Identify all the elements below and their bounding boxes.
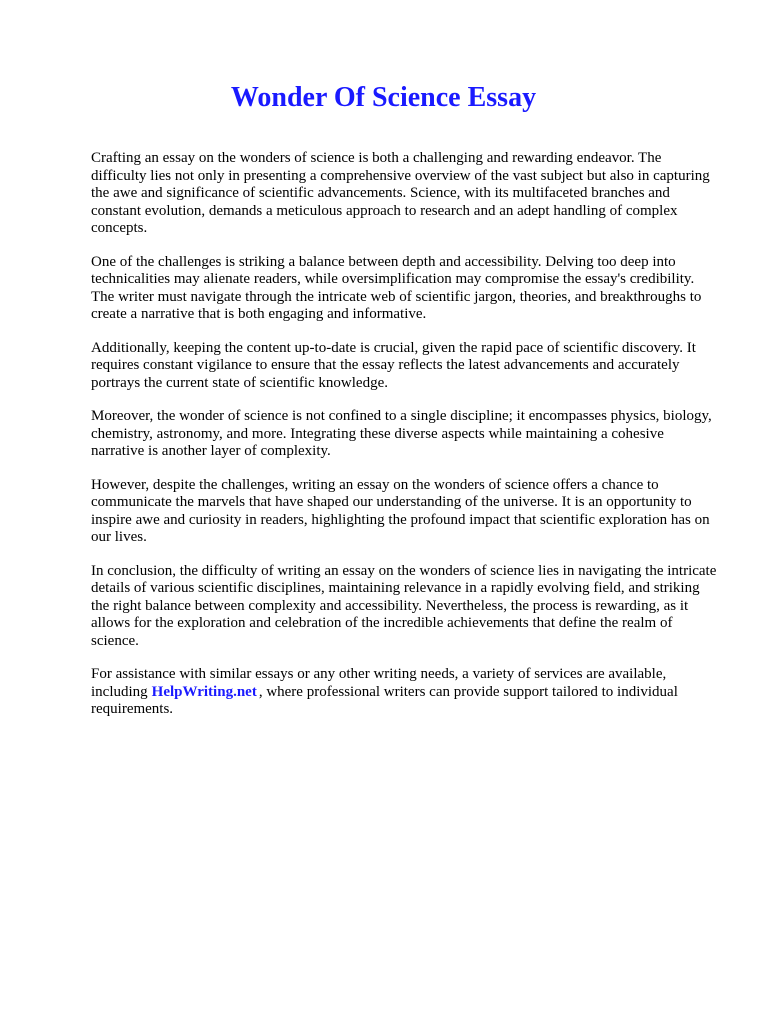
paragraph-conclusion: In conclusion, the difficulty of writing an essay on the wonders of science lies in navigating the intricate details of various scientific disciplines, maintaining relevance in a rapidly evolving field, and striking the right balance between complexity and accessibility. Nevertheless, the process is rewarding, as it allows for the exploration and celebration of the incredible achievements that define the realm of science.	[91, 562, 717, 649]
paragraph-challenges: One of the challenges is striking a balance between depth and accessibility. Delving too deep into technicalities may alienate readers, while oversimplification may compromise the essay's credibility. The writer must navigate through the intricate web of scientific jargon, theories, and breakthroughs to create a narrative that is both engaging and informative.	[91, 253, 702, 322]
helpwriting-link[interactable]: HelpWriting.net	[151, 683, 257, 700]
paragraph-opportunity: However, despite the challenges, writing an essay on the wonders of science offers a chance to communicate the marvels that have shaped our understanding of the universe. It is an opportunity to inspire awe and curiosity in readers, highlighting the profound impact that scientific exploration has on our lives.	[91, 476, 710, 545]
paragraph-closing	[91, 666, 718, 719]
paragraph-intro: Crafting an essay on the wonders of science is both a challenging and rewarding endeavor. The difficulty lies not only in presenting a comprehensive overview of the vast subject but also in capturing the awe and significance of scientific advancements. Science, with its multifaceted branches and constant evolution, demands a meticulous approach to research and an adept handling of complex concepts.	[91, 150, 710, 236]
closing-text-after: , where professional writers can provide support tailored to individual requirements.	[91, 683, 678, 717]
closing-text-before: For assistance with similar essays or any other writing needs, a variety of services are available, including	[91, 666, 667, 700]
paragraph-up-to-date: Additionally, keeping the content up-to-date is crucial, given the rapid pace of scientific discovery. It requires constant vigilance to ensure that the essay reflects the latest advancements and accurately portrays the current state of scientific knowledge.	[91, 339, 696, 391]
page-title: Wonder Of Science Essay	[230, 82, 537, 113]
paragraph-disciplines: Moreover, the wonder of science is not confined to a single discipline; it encompasses physics, biology, chemistry, astronomy, and more. Integrating these diverse aspects while maintaining a cohesive narrative is another layer of complexity.	[91, 408, 712, 459]
